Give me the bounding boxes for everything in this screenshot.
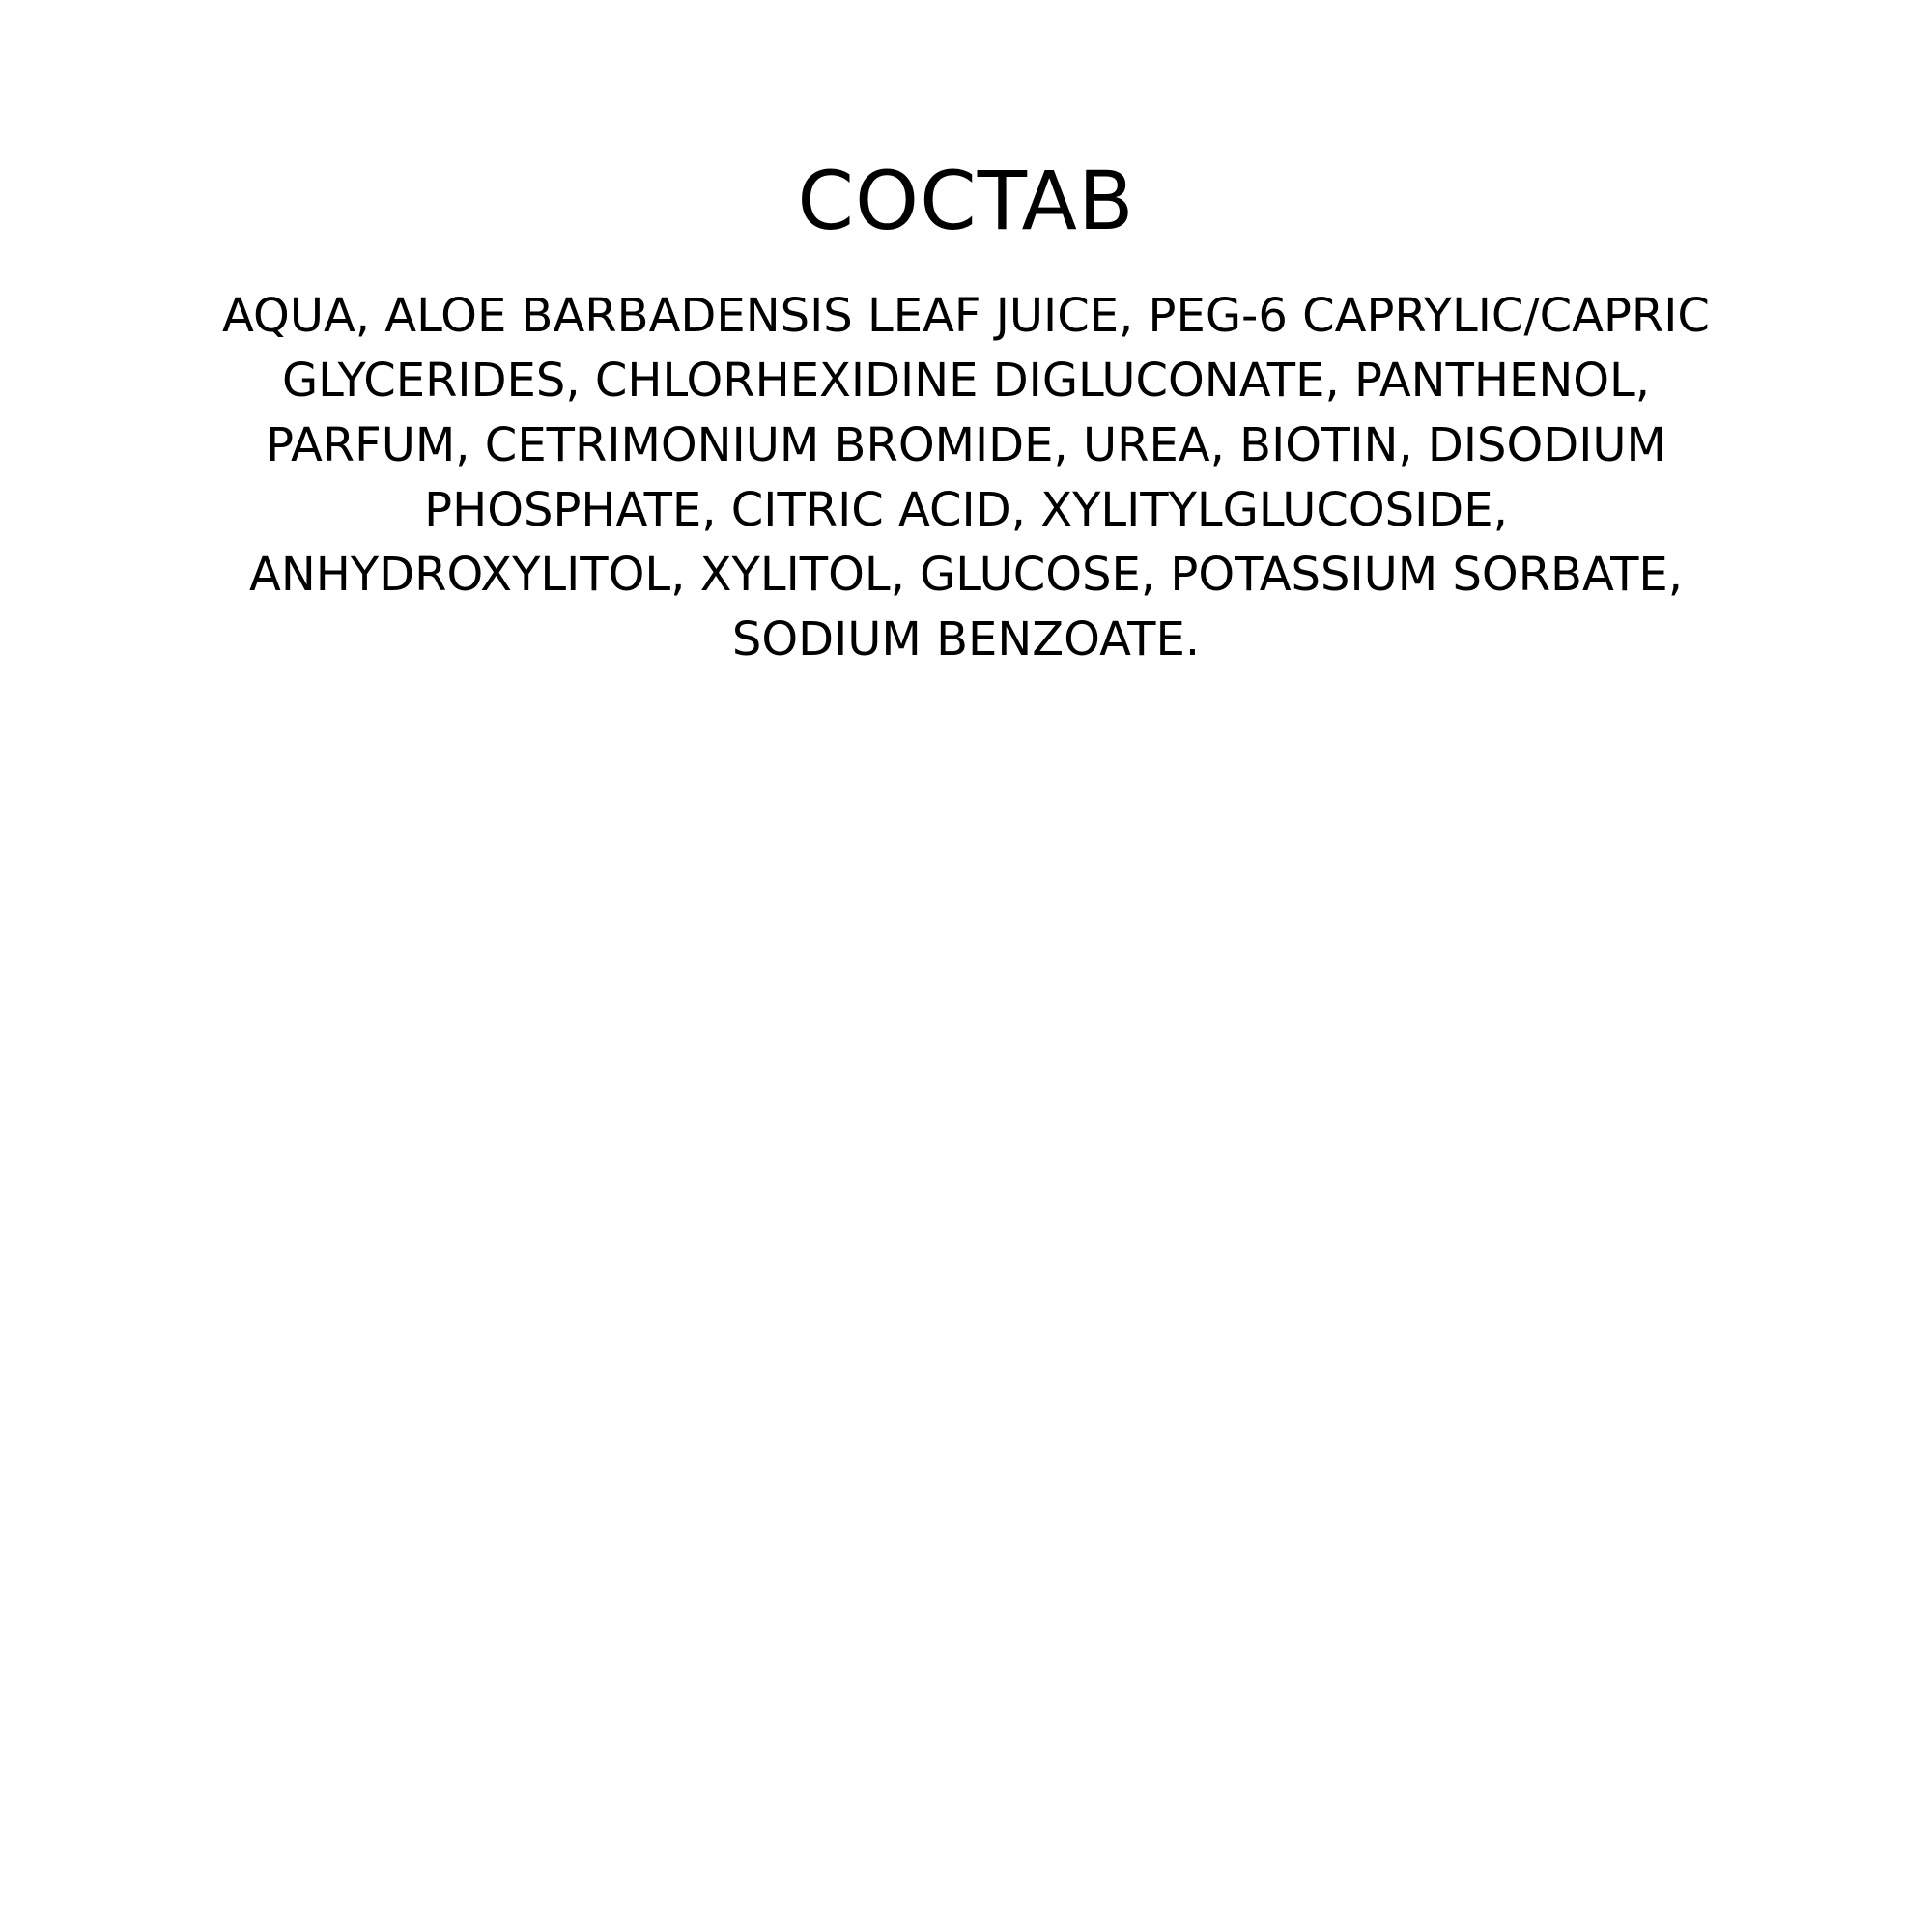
- ingredients-line: SODIUM BENZOATE.: [731, 612, 1201, 667]
- ingredients-line: PARFUM, CETRIMONIUM BROMIDE, UREA, BIOTIN, DISODIUM: [266, 418, 1666, 472]
- ingredients-line: GLYCERIDES, CHLORHEXIDINE DIGLUCONATE, PANTHENOL,: [281, 354, 1651, 408]
- ingredients-line: PHOSPHATE, CITRIC ACID, XYLITYLGLUCOSIDE,: [424, 483, 1508, 537]
- ingredients-line: AQUA, ALOE BARBADENSIS LEAF JUICE, PEG-6 CAPRYLIC/CAPRIC: [222, 289, 1710, 343]
- ingredients-line: ANHYDROXYLITOL, XYLITOL, GLUCOSE, POTASSIUM SORBATE,: [249, 548, 1683, 602]
- page-title: COCTAB: [797, 154, 1135, 248]
- ingredients-list: [0, 284, 1932, 672]
